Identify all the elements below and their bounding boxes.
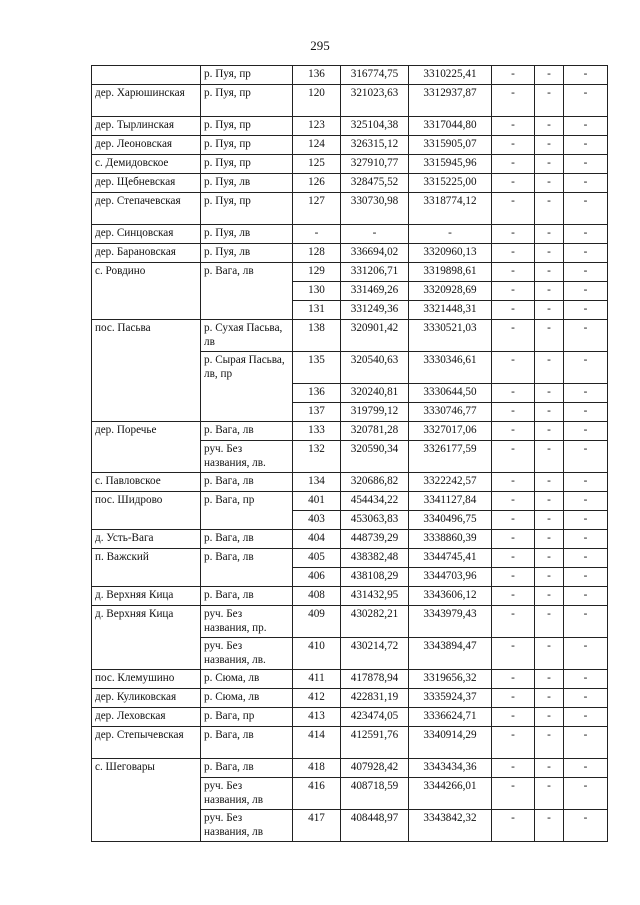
dash-cell: -	[564, 492, 608, 511]
y-coordinate-cell: 3336624,71	[409, 708, 492, 727]
dash-cell: -	[535, 492, 564, 511]
dash-cell: -	[492, 606, 535, 638]
point-number-cell: 417	[293, 810, 341, 842]
dash-cell: -	[564, 441, 608, 473]
dash-cell: -	[492, 441, 535, 473]
point-number-cell: 126	[293, 174, 341, 193]
y-coordinate-cell: 3330521,03	[409, 320, 492, 352]
x-coordinate-cell: 320686,82	[341, 473, 409, 492]
point-number-cell: 136	[293, 66, 341, 85]
dash-cell: -	[535, 511, 564, 530]
settlement-cell: дер. Куликовская	[92, 689, 201, 708]
dash-cell: -	[535, 282, 564, 301]
y-coordinate-cell: 3343434,36	[409, 759, 492, 778]
dash-cell: -	[564, 384, 608, 403]
point-number-cell: 134	[293, 473, 341, 492]
dash-cell: -	[564, 568, 608, 587]
x-coordinate-cell: 412591,76	[341, 727, 409, 759]
dash-cell: -	[535, 320, 564, 352]
dash-cell: -	[564, 422, 608, 441]
river-cell: руч. Без названия, лв	[201, 778, 293, 810]
x-coordinate-cell: 407928,42	[341, 759, 409, 778]
dash-cell: -	[492, 689, 535, 708]
settlement-cell: дер. Барановская	[92, 244, 201, 263]
dash-cell: -	[492, 263, 535, 282]
x-coordinate-cell: 331469,26	[341, 282, 409, 301]
y-coordinate-cell: 3330644,50	[409, 384, 492, 403]
dash-cell: -	[564, 85, 608, 117]
settlement-cell: с. Павловское	[92, 473, 201, 492]
x-coordinate-cell: 320240,81	[341, 384, 409, 403]
river-cell: р. Сырая Пасьва, лв, пр	[201, 352, 293, 422]
x-coordinate-cell: 331249,36	[341, 301, 409, 320]
table-row	[92, 263, 608, 282]
point-number-cell: 413	[293, 708, 341, 727]
dash-cell: -	[564, 352, 608, 384]
dash-cell: -	[564, 759, 608, 778]
dash-cell: -	[535, 689, 564, 708]
river-cell: р. Вага, лв	[201, 727, 293, 759]
dash-cell: -	[535, 66, 564, 85]
table-row	[92, 670, 608, 689]
x-coordinate-cell: 328475,52	[341, 174, 409, 193]
point-number-cell: 138	[293, 320, 341, 352]
point-number-cell: 124	[293, 136, 341, 155]
point-number-cell: 127	[293, 193, 341, 225]
table-row	[92, 117, 608, 136]
dash-cell: -	[492, 282, 535, 301]
dash-cell: -	[492, 85, 535, 117]
settlement-cell: дер. Тырлинская	[92, 117, 201, 136]
river-cell: руч. Без названия, лв	[201, 810, 293, 842]
river-cell: р. Вага, лв	[201, 587, 293, 606]
dash-cell: -	[535, 530, 564, 549]
dash-cell: -	[535, 422, 564, 441]
river-cell: р. Сухая Пасьва, лв	[201, 320, 293, 352]
dash-cell: -	[492, 117, 535, 136]
river-cell: р. Вага, лв	[201, 263, 293, 320]
point-number-cell: 410	[293, 638, 341, 670]
x-coordinate-cell: 325104,38	[341, 117, 409, 136]
dash-cell: -	[564, 263, 608, 282]
x-coordinate-cell: 430282,21	[341, 606, 409, 638]
point-number-cell: 418	[293, 759, 341, 778]
x-coordinate-cell: 316774,75	[341, 66, 409, 85]
y-coordinate-cell: 3338860,39	[409, 530, 492, 549]
dash-cell: -	[535, 441, 564, 473]
dash-cell: -	[535, 117, 564, 136]
x-coordinate-cell: 422831,19	[341, 689, 409, 708]
dash-cell: -	[564, 193, 608, 225]
dash-cell: -	[492, 403, 535, 422]
y-coordinate-cell: 3344703,96	[409, 568, 492, 587]
dash-cell: -	[535, 727, 564, 759]
dash-cell: -	[564, 587, 608, 606]
x-coordinate-cell: 320901,42	[341, 320, 409, 352]
y-coordinate-cell: 3340914,29	[409, 727, 492, 759]
table-row	[92, 473, 608, 492]
dash-cell: -	[535, 549, 564, 568]
dash-cell: -	[535, 759, 564, 778]
dash-cell: -	[535, 225, 564, 244]
dash-cell: -	[492, 155, 535, 174]
river-cell: р. Вага, лв	[201, 422, 293, 441]
data-table	[91, 65, 608, 842]
dash-cell: -	[535, 384, 564, 403]
dash-cell: -	[564, 225, 608, 244]
dash-cell: -	[492, 66, 535, 85]
y-coordinate-cell: 3343606,12	[409, 587, 492, 606]
y-coordinate-cell: 3317044,80	[409, 117, 492, 136]
dash-cell: -	[492, 708, 535, 727]
dash-cell: -	[492, 568, 535, 587]
x-coordinate-cell: 417878,94	[341, 670, 409, 689]
x-coordinate-cell: 430214,72	[341, 638, 409, 670]
settlement-cell	[92, 66, 201, 85]
dash-cell: -	[492, 549, 535, 568]
point-number-cell: 120	[293, 85, 341, 117]
point-number-cell: 404	[293, 530, 341, 549]
table-row	[92, 422, 608, 441]
dash-cell: -	[492, 193, 535, 225]
x-coordinate-cell: 408448,97	[341, 810, 409, 842]
dash-cell: -	[535, 708, 564, 727]
table-row	[92, 727, 608, 759]
y-coordinate-cell: 3326177,59	[409, 441, 492, 473]
point-number-cell: 409	[293, 606, 341, 638]
x-coordinate-cell: 454434,22	[341, 492, 409, 511]
dash-cell: -	[492, 244, 535, 263]
dash-cell: -	[535, 473, 564, 492]
dash-cell: -	[564, 244, 608, 263]
point-number-cell: 406	[293, 568, 341, 587]
settlement-cell: с. Шеговары	[92, 759, 201, 842]
settlement-cell: дер. Поречье	[92, 422, 201, 473]
dash-cell: -	[492, 492, 535, 511]
table-row	[92, 136, 608, 155]
y-coordinate-cell: 3344266,01	[409, 778, 492, 810]
dash-cell: -	[564, 549, 608, 568]
river-cell: р. Вага, лв	[201, 530, 293, 549]
point-number-cell: 128	[293, 244, 341, 263]
dash-cell: -	[564, 778, 608, 810]
dash-cell: -	[564, 301, 608, 320]
x-coordinate-cell: 330730,98	[341, 193, 409, 225]
river-cell: руч. Без названия, лв.	[201, 638, 293, 670]
settlement-cell: с. Ровдино	[92, 263, 201, 320]
point-number-cell: 125	[293, 155, 341, 174]
point-number-cell: -	[293, 225, 341, 244]
dash-cell: -	[564, 320, 608, 352]
settlement-cell: с. Демидовское	[92, 155, 201, 174]
dash-cell: -	[492, 530, 535, 549]
table-row	[92, 689, 608, 708]
dash-cell: -	[535, 670, 564, 689]
point-number-cell: 133	[293, 422, 341, 441]
settlement-cell: пос. Пасьва	[92, 320, 201, 422]
point-number-cell: 414	[293, 727, 341, 759]
y-coordinate-cell: 3310225,41	[409, 66, 492, 85]
x-coordinate-cell: 320540,63	[341, 352, 409, 384]
y-coordinate-cell: 3315945,96	[409, 155, 492, 174]
x-coordinate-cell: 423474,05	[341, 708, 409, 727]
dash-cell: -	[564, 136, 608, 155]
table-row	[92, 320, 608, 352]
point-number-cell: 129	[293, 263, 341, 282]
dash-cell: -	[535, 155, 564, 174]
y-coordinate-cell: 3330346,61	[409, 352, 492, 384]
x-coordinate-cell: 320590,34	[341, 441, 409, 473]
dash-cell: -	[564, 530, 608, 549]
river-cell: руч. Без названия, лв.	[201, 441, 293, 473]
y-coordinate-cell: 3320960,13	[409, 244, 492, 263]
y-coordinate-cell: 3322242,57	[409, 473, 492, 492]
point-number-cell: 132	[293, 441, 341, 473]
river-cell: р. Сюма, лв	[201, 689, 293, 708]
dash-cell: -	[535, 244, 564, 263]
dash-cell: -	[492, 384, 535, 403]
table-row	[92, 244, 608, 263]
table-row	[92, 530, 608, 549]
river-cell: руч. Без названия, пр.	[201, 606, 293, 638]
settlement-cell: дер. Щебневская	[92, 174, 201, 193]
x-coordinate-cell: 321023,63	[341, 85, 409, 117]
page-number: 295	[310, 38, 330, 53]
point-number-cell: 136	[293, 384, 341, 403]
dash-cell: -	[535, 136, 564, 155]
dash-cell: -	[535, 352, 564, 384]
y-coordinate-cell: 3344745,41	[409, 549, 492, 568]
dash-cell: -	[535, 810, 564, 842]
dash-cell: -	[492, 778, 535, 810]
dash-cell: -	[492, 225, 535, 244]
dash-cell: -	[535, 85, 564, 117]
dash-cell: -	[492, 320, 535, 352]
point-number-cell: 130	[293, 282, 341, 301]
x-coordinate-cell: 326315,12	[341, 136, 409, 155]
dash-cell: -	[535, 606, 564, 638]
x-coordinate-cell: 319799,12	[341, 403, 409, 422]
y-coordinate-cell: 3315905,07	[409, 136, 492, 155]
dash-cell: -	[492, 810, 535, 842]
dash-cell: -	[492, 587, 535, 606]
settlement-cell: пос. Шидрово	[92, 492, 201, 530]
river-cell: р. Вага, лв	[201, 549, 293, 587]
river-cell: р. Пуя, пр	[201, 193, 293, 225]
y-coordinate-cell: -	[409, 225, 492, 244]
river-cell: р. Пуя, лв	[201, 244, 293, 263]
table-row	[92, 549, 608, 568]
river-cell: р. Пуя, пр	[201, 85, 293, 117]
point-number-cell: 403	[293, 511, 341, 530]
river-cell: р. Пуя, пр	[201, 136, 293, 155]
table-row	[92, 759, 608, 778]
dash-cell: -	[564, 810, 608, 842]
x-coordinate-cell: 327910,77	[341, 155, 409, 174]
y-coordinate-cell: 3318774,12	[409, 193, 492, 225]
settlement-cell: дер. Леоновская	[92, 136, 201, 155]
settlement-cell: дер. Степычевская	[92, 727, 201, 759]
y-coordinate-cell: 3341127,84	[409, 492, 492, 511]
x-coordinate-cell: 453063,83	[341, 511, 409, 530]
river-cell: р. Вага, пр	[201, 492, 293, 530]
dash-cell: -	[564, 638, 608, 670]
point-number-cell: 416	[293, 778, 341, 810]
settlement-cell: д. Верхняя Кица	[92, 587, 201, 606]
settlement-cell: дер. Харюшинская	[92, 85, 201, 117]
dash-cell: -	[492, 301, 535, 320]
y-coordinate-cell: 3343842,32	[409, 810, 492, 842]
settlement-cell: дер. Леховская	[92, 708, 201, 727]
table-row	[92, 193, 608, 225]
table-row	[92, 708, 608, 727]
y-coordinate-cell: 3315225,00	[409, 174, 492, 193]
y-coordinate-cell: 3330746,77	[409, 403, 492, 422]
dash-cell: -	[535, 174, 564, 193]
river-cell: р. Пуя, пр	[201, 66, 293, 85]
y-coordinate-cell: 3320928,69	[409, 282, 492, 301]
river-cell: р. Вага, пр	[201, 708, 293, 727]
dash-cell: -	[535, 587, 564, 606]
dash-cell: -	[564, 689, 608, 708]
dash-cell: -	[535, 193, 564, 225]
x-coordinate-cell: 331206,71	[341, 263, 409, 282]
settlement-cell: дер. Синцовская	[92, 225, 201, 244]
river-cell: р. Вага, лв	[201, 473, 293, 492]
dash-cell: -	[492, 422, 535, 441]
dash-cell: -	[564, 606, 608, 638]
dash-cell: -	[492, 638, 535, 670]
river-cell: р. Пуя, пр	[201, 155, 293, 174]
dash-cell: -	[535, 638, 564, 670]
river-cell: р. Вага, лв	[201, 759, 293, 778]
settlement-cell: д. Усть-Вага	[92, 530, 201, 549]
settlement-cell: пос. Клемушино	[92, 670, 201, 689]
dash-cell: -	[492, 511, 535, 530]
dash-cell: -	[564, 66, 608, 85]
dash-cell: -	[564, 708, 608, 727]
dash-cell: -	[564, 174, 608, 193]
x-coordinate-cell: 438108,29	[341, 568, 409, 587]
point-number-cell: 131	[293, 301, 341, 320]
y-coordinate-cell: 3340496,75	[409, 511, 492, 530]
dash-cell: -	[535, 403, 564, 422]
point-number-cell: 401	[293, 492, 341, 511]
point-number-cell: 408	[293, 587, 341, 606]
river-cell: р. Пуя, лв	[201, 174, 293, 193]
table-row	[92, 66, 608, 85]
dash-cell: -	[492, 727, 535, 759]
x-coordinate-cell: -	[341, 225, 409, 244]
settlement-cell: д. Верхняя Кица	[92, 606, 201, 670]
x-coordinate-cell: 336694,02	[341, 244, 409, 263]
table-row	[92, 606, 608, 638]
dash-cell: -	[492, 352, 535, 384]
y-coordinate-cell: 3335924,37	[409, 689, 492, 708]
dash-cell: -	[564, 727, 608, 759]
x-coordinate-cell: 431432,95	[341, 587, 409, 606]
x-coordinate-cell: 438382,48	[341, 549, 409, 568]
y-coordinate-cell: 3321448,31	[409, 301, 492, 320]
x-coordinate-cell: 408718,59	[341, 778, 409, 810]
table-row	[92, 225, 608, 244]
dash-cell: -	[564, 473, 608, 492]
y-coordinate-cell: 3343894,47	[409, 638, 492, 670]
dash-cell: -	[535, 568, 564, 587]
dash-cell: -	[564, 282, 608, 301]
river-cell: р. Пуя, пр	[201, 117, 293, 136]
dash-cell: -	[492, 759, 535, 778]
dash-cell: -	[564, 670, 608, 689]
table-row	[92, 155, 608, 174]
table-row	[92, 492, 608, 511]
y-coordinate-cell: 3319898,61	[409, 263, 492, 282]
dash-cell: -	[535, 778, 564, 810]
dash-cell: -	[564, 117, 608, 136]
river-cell: р. Пуя, лв	[201, 225, 293, 244]
settlement-cell: п. Важский	[92, 549, 201, 587]
dash-cell: -	[564, 403, 608, 422]
x-coordinate-cell: 320781,28	[341, 422, 409, 441]
dash-cell: -	[535, 301, 564, 320]
point-number-cell: 135	[293, 352, 341, 384]
dash-cell: -	[492, 136, 535, 155]
dash-cell: -	[492, 473, 535, 492]
table-row	[92, 587, 608, 606]
settlement-cell: дер. Степачевская	[92, 193, 201, 225]
point-number-cell: 411	[293, 670, 341, 689]
point-number-cell: 123	[293, 117, 341, 136]
table-row	[92, 174, 608, 193]
point-number-cell: 137	[293, 403, 341, 422]
river-cell: р. Сюма, лв	[201, 670, 293, 689]
point-number-cell: 405	[293, 549, 341, 568]
table-row	[92, 85, 608, 117]
dash-cell: -	[535, 263, 564, 282]
x-coordinate-cell: 448739,29	[341, 530, 409, 549]
point-number-cell: 412	[293, 689, 341, 708]
y-coordinate-cell: 3343979,43	[409, 606, 492, 638]
dash-cell: -	[564, 155, 608, 174]
y-coordinate-cell: 3327017,06	[409, 422, 492, 441]
dash-cell: -	[564, 511, 608, 530]
y-coordinate-cell: 3319656,32	[409, 670, 492, 689]
y-coordinate-cell: 3312937,87	[409, 85, 492, 117]
dash-cell: -	[492, 174, 535, 193]
dash-cell: -	[492, 670, 535, 689]
